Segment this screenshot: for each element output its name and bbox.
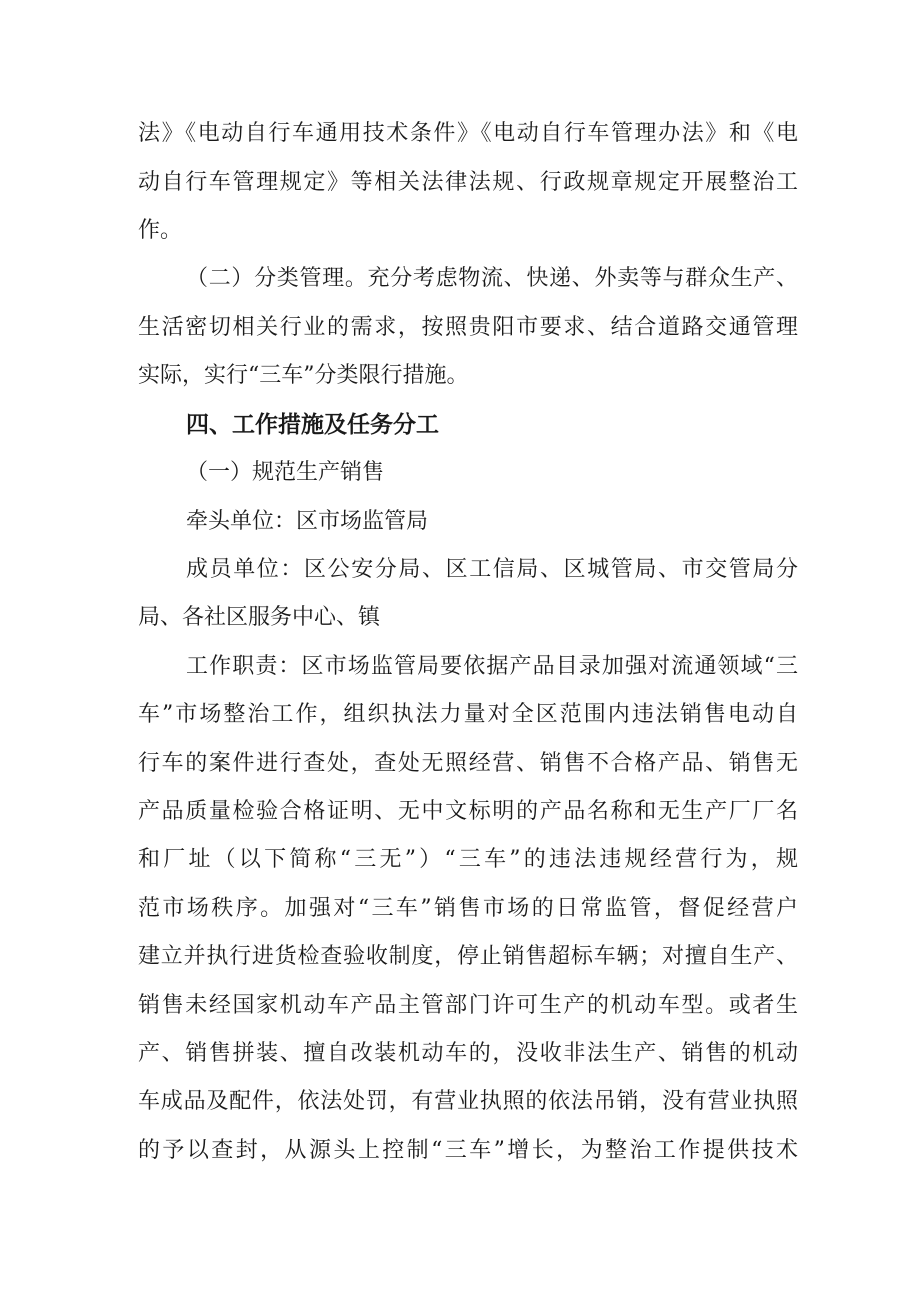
duties-line: 范市场秩序。加强对“三车”销售市场的日常监管，督促经营户 <box>138 896 798 921</box>
paragraph-line: 作。 <box>138 218 183 243</box>
paragraph-line: 法》《电动自行车通用技术条件》《电动自行车管理办法》和《电 <box>138 121 798 146</box>
sub-heading: （一）规范生产销售 <box>186 460 385 485</box>
duties-line: 产、销售拼装、擅自改装机动车的，没收非法生产、销售的机动 <box>138 1041 798 1066</box>
paragraph-line: 实际，实行“三车”分类限行措施。 <box>138 363 469 388</box>
duties-line: 产品质量检验合格证明、无中文标明的产品名称和无生产厂厂名 <box>138 799 798 824</box>
paragraph-line: 生活密切相关行业的需求，按照贵阳市要求、结合道路交通管理 <box>138 315 798 340</box>
duties-line: 和厂址（以下简称“三无”）“三车”的违法违规经营行为，规 <box>138 847 798 872</box>
duties-line: 行车的案件进行查处，查处无照经营、销售不合格产品、销售无 <box>138 751 798 776</box>
duties-line: 的予以查封，从源头上控制“三车”增长，为整治工作提供技术 <box>138 1138 798 1163</box>
lead-unit-line: 牵头单位：区市场监管局 <box>186 509 429 534</box>
duties-line: 建立并执行进货检查验收制度，停止销售超标车辆；对擅自生产、 <box>138 944 798 969</box>
section-heading: 四、工作措施及任务分工 <box>186 412 439 438</box>
member-units-line: 局、各社区服务中心、镇 <box>138 605 381 630</box>
duties-line: 车成品及配件，依法处罚，有营业执照的依法吊销，没有营业执照 <box>138 1089 798 1114</box>
duties-line: 销售未经国家机动车产品主管部门许可生产的机动车型。或者生 <box>138 993 798 1018</box>
paragraph-line: 动自行车管理规定》等相关法律法规、行政规章规定开展整治工 <box>138 170 798 195</box>
duties-line: 工作职责：区市场监管局要依据产品目录加强对流通领域“三 <box>186 654 798 679</box>
duties-line: 车”市场整治工作，组织执法力量对全区范围内违法销售电动自 <box>138 702 798 727</box>
member-units-line: 成员单位：区公安分局、区工信局、区城管局、市交管局分 <box>186 557 798 582</box>
paragraph-line: （二）分类管理。充分考虑物流、快递、外卖等与群众生产、 <box>186 266 798 291</box>
